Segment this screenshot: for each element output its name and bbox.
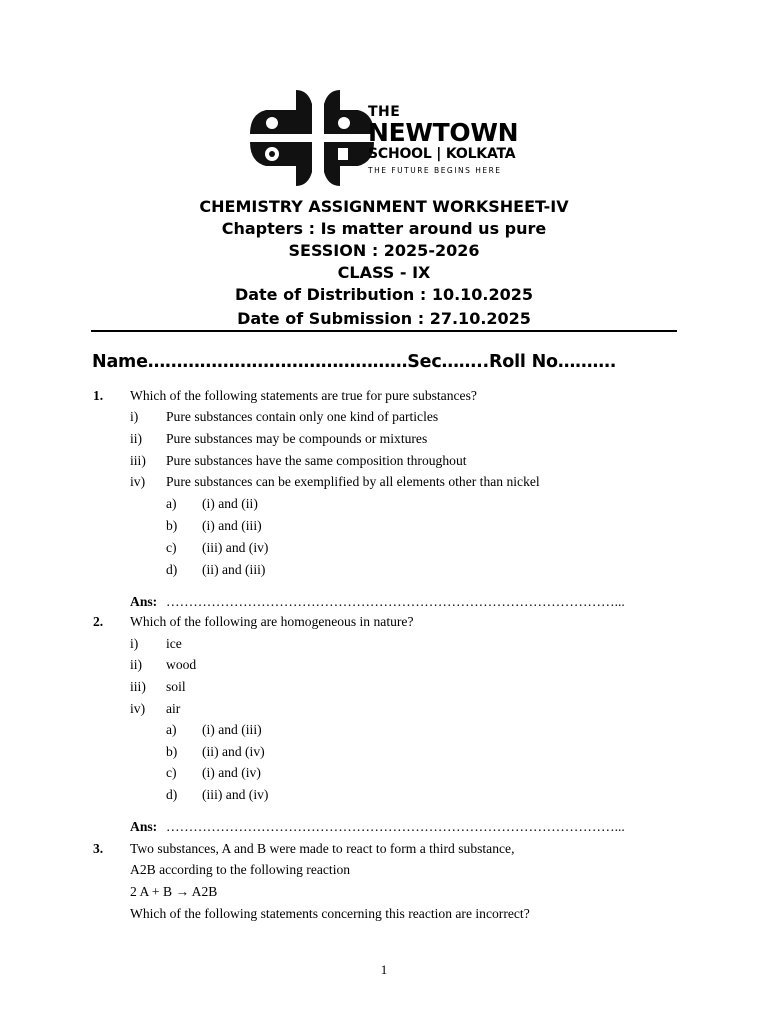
class-line: CLASS - IX — [337, 263, 431, 282]
logo-line-newtown: NEWTOWN — [368, 118, 519, 147]
option-marker: c) — [166, 765, 177, 780]
answer-line: ………………………………………………………………………………………... — [166, 819, 625, 834]
school-wordmark — [368, 104, 518, 175]
statement-text: Pure substances can be exemplified by all elements other than nickel — [166, 474, 540, 489]
header-divider — [91, 330, 677, 332]
chapters-line: Chapters : Is matter around us pure — [221, 219, 547, 238]
statement-marker: ii) — [130, 431, 143, 446]
option-text: (ii) and (iii) — [202, 562, 266, 577]
answer-label: Ans: — [130, 819, 158, 834]
question-text: Which of the following statements are true for pure substances? — [130, 388, 477, 403]
option-text: (i) and (iii) — [202, 722, 262, 737]
statement-text: Pure substances have the same composition throughout — [166, 453, 467, 468]
option-text: (i) and (ii) — [202, 496, 258, 511]
option-text: (i) and (iii) — [202, 518, 262, 533]
statement-text: wood — [166, 657, 197, 672]
distribution-date: Date of Distribution : 10.10.2025 — [234, 285, 534, 304]
question-number: 3. — [93, 841, 104, 856]
worksheet-title: CHEMISTRY ASSIGNMENT WORKSHEET-IV — [199, 197, 569, 216]
option-marker: a) — [166, 496, 177, 511]
statement-marker: ii) — [130, 657, 143, 672]
statement-text: Pure substances contain only one kind of particles — [166, 409, 439, 424]
answer-line: ………………………………………………………………………………………... — [166, 594, 625, 609]
session-line: SESSION : 2025-2026 — [288, 241, 480, 260]
statement-text: ice — [166, 636, 182, 651]
page-number: 1 — [380, 962, 388, 977]
statement-text: air — [166, 701, 181, 716]
statement-marker: iv) — [130, 701, 146, 716]
statement-marker: i) — [130, 409, 139, 424]
option-marker: b) — [166, 518, 178, 533]
submission-date: Date of Submission : 27.10.2025 — [237, 309, 531, 328]
option-text: (i) and (iv) — [202, 765, 261, 780]
option-marker: c) — [166, 540, 177, 555]
option-marker: a) — [166, 722, 177, 737]
logo-line-the: THE — [368, 104, 401, 120]
question-text-line: A2B according to the following reaction — [130, 862, 351, 877]
option-text: (iii) and (iv) — [202, 540, 269, 555]
statement-text: soil — [166, 679, 186, 694]
statement-marker: iii) — [130, 679, 146, 694]
question-number: 2. — [93, 614, 104, 629]
reaction-equation: 2 A + B → A2B — [130, 884, 218, 899]
logo-tagline: THE FUTURE BEGINS HERE — [368, 166, 502, 175]
question-text-line: Which of the following statements concerning this reaction are incorrect? — [130, 906, 530, 921]
student-details-line: Name………………………………………Sec……..Roll No………. — [92, 352, 617, 372]
logo-line-school: SCHOOL | KOLKATA — [368, 146, 516, 162]
question-text: Which of the following are homogeneous in nature? — [130, 614, 414, 629]
answer-label: Ans: — [130, 594, 158, 609]
option-marker: d) — [166, 562, 178, 577]
statement-marker: iv) — [130, 474, 146, 489]
question-number: 1. — [93, 388, 104, 403]
statement-marker: iii) — [130, 453, 146, 468]
statement-marker: i) — [130, 636, 139, 651]
option-marker: b) — [166, 744, 178, 759]
option-text: (iii) and (iv) — [202, 787, 269, 802]
question-text-line: Two substances, A and B were made to react to form a third substance, — [130, 841, 515, 856]
option-text: (ii) and (iv) — [202, 744, 265, 759]
option-marker: d) — [166, 787, 178, 802]
statement-text: Pure substances may be compounds or mixtures — [166, 431, 428, 446]
